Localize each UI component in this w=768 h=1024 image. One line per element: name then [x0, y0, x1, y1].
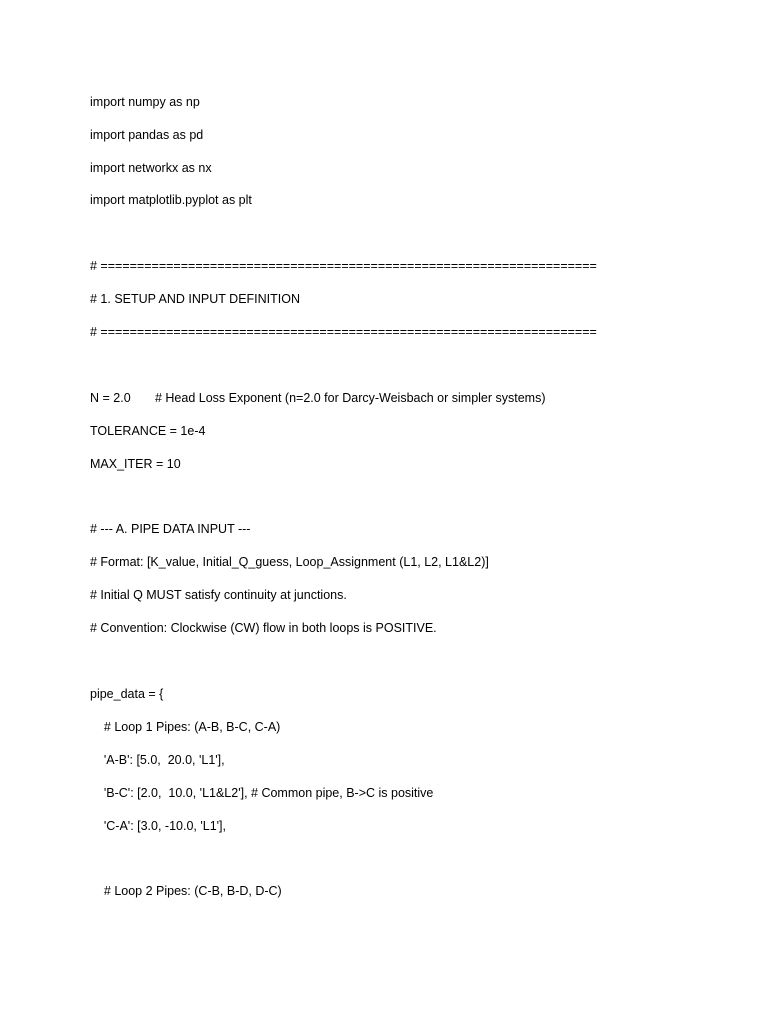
code-line-pipe-c-a: 'C-A': [3.0, -10.0, 'L1'],: [90, 819, 226, 833]
code-line-import-pandas: import pandas as pd: [90, 128, 204, 142]
code-line-separator-bottom: # ====================================================================: [90, 325, 597, 339]
code-line-loop2-comment: # Loop 2 Pipes: (C-B, B-D, D-C): [90, 884, 282, 898]
code-line-format-comment: # Format: [K_value, Initial_Q_guess, Loop_Assignment (L1, L2, L1&L2)]: [90, 555, 489, 569]
code-line-import-matplotlib: import matplotlib.pyplot as plt: [90, 193, 252, 207]
code-line-pipe-b-c: 'B-C': [2.0, 10.0, 'L1&L2'], # Common pipe, B->C is positive: [90, 786, 434, 800]
code-line-n-exponent: N = 2.0 # Head Loss Exponent (n=2.0 for Darcy-Weisbach or simpler systems): [90, 391, 546, 405]
code-line-loop1-comment: # Loop 1 Pipes: (A-B, B-C, C-A): [90, 720, 281, 734]
code-line-pipe-data-heading: # --- A. PIPE DATA INPUT ---: [90, 522, 251, 536]
code-line-convention-comment: # Convention: Clockwise (CW) flow in both loops is POSITIVE.: [90, 621, 437, 635]
code-line-separator-top: # ====================================================================: [90, 259, 597, 273]
code-line-import-networkx: import networkx as nx: [90, 161, 212, 175]
code-line-continuity-comment: # Initial Q MUST satisfy continuity at junctions.: [90, 588, 347, 602]
code-line-tolerance: TOLERANCE = 1e-4: [90, 424, 206, 438]
code-line-section-heading: # 1. SETUP AND INPUT DEFINITION: [90, 292, 300, 306]
code-line-pipe-data-open: pipe_data = {: [90, 687, 164, 701]
code-line-max-iter: MAX_ITER = 10: [90, 457, 181, 471]
code-line-pipe-a-b: 'A-B': [5.0, 20.0, 'L1'],: [90, 753, 225, 767]
code-line-import-numpy: import numpy as np: [90, 95, 200, 109]
